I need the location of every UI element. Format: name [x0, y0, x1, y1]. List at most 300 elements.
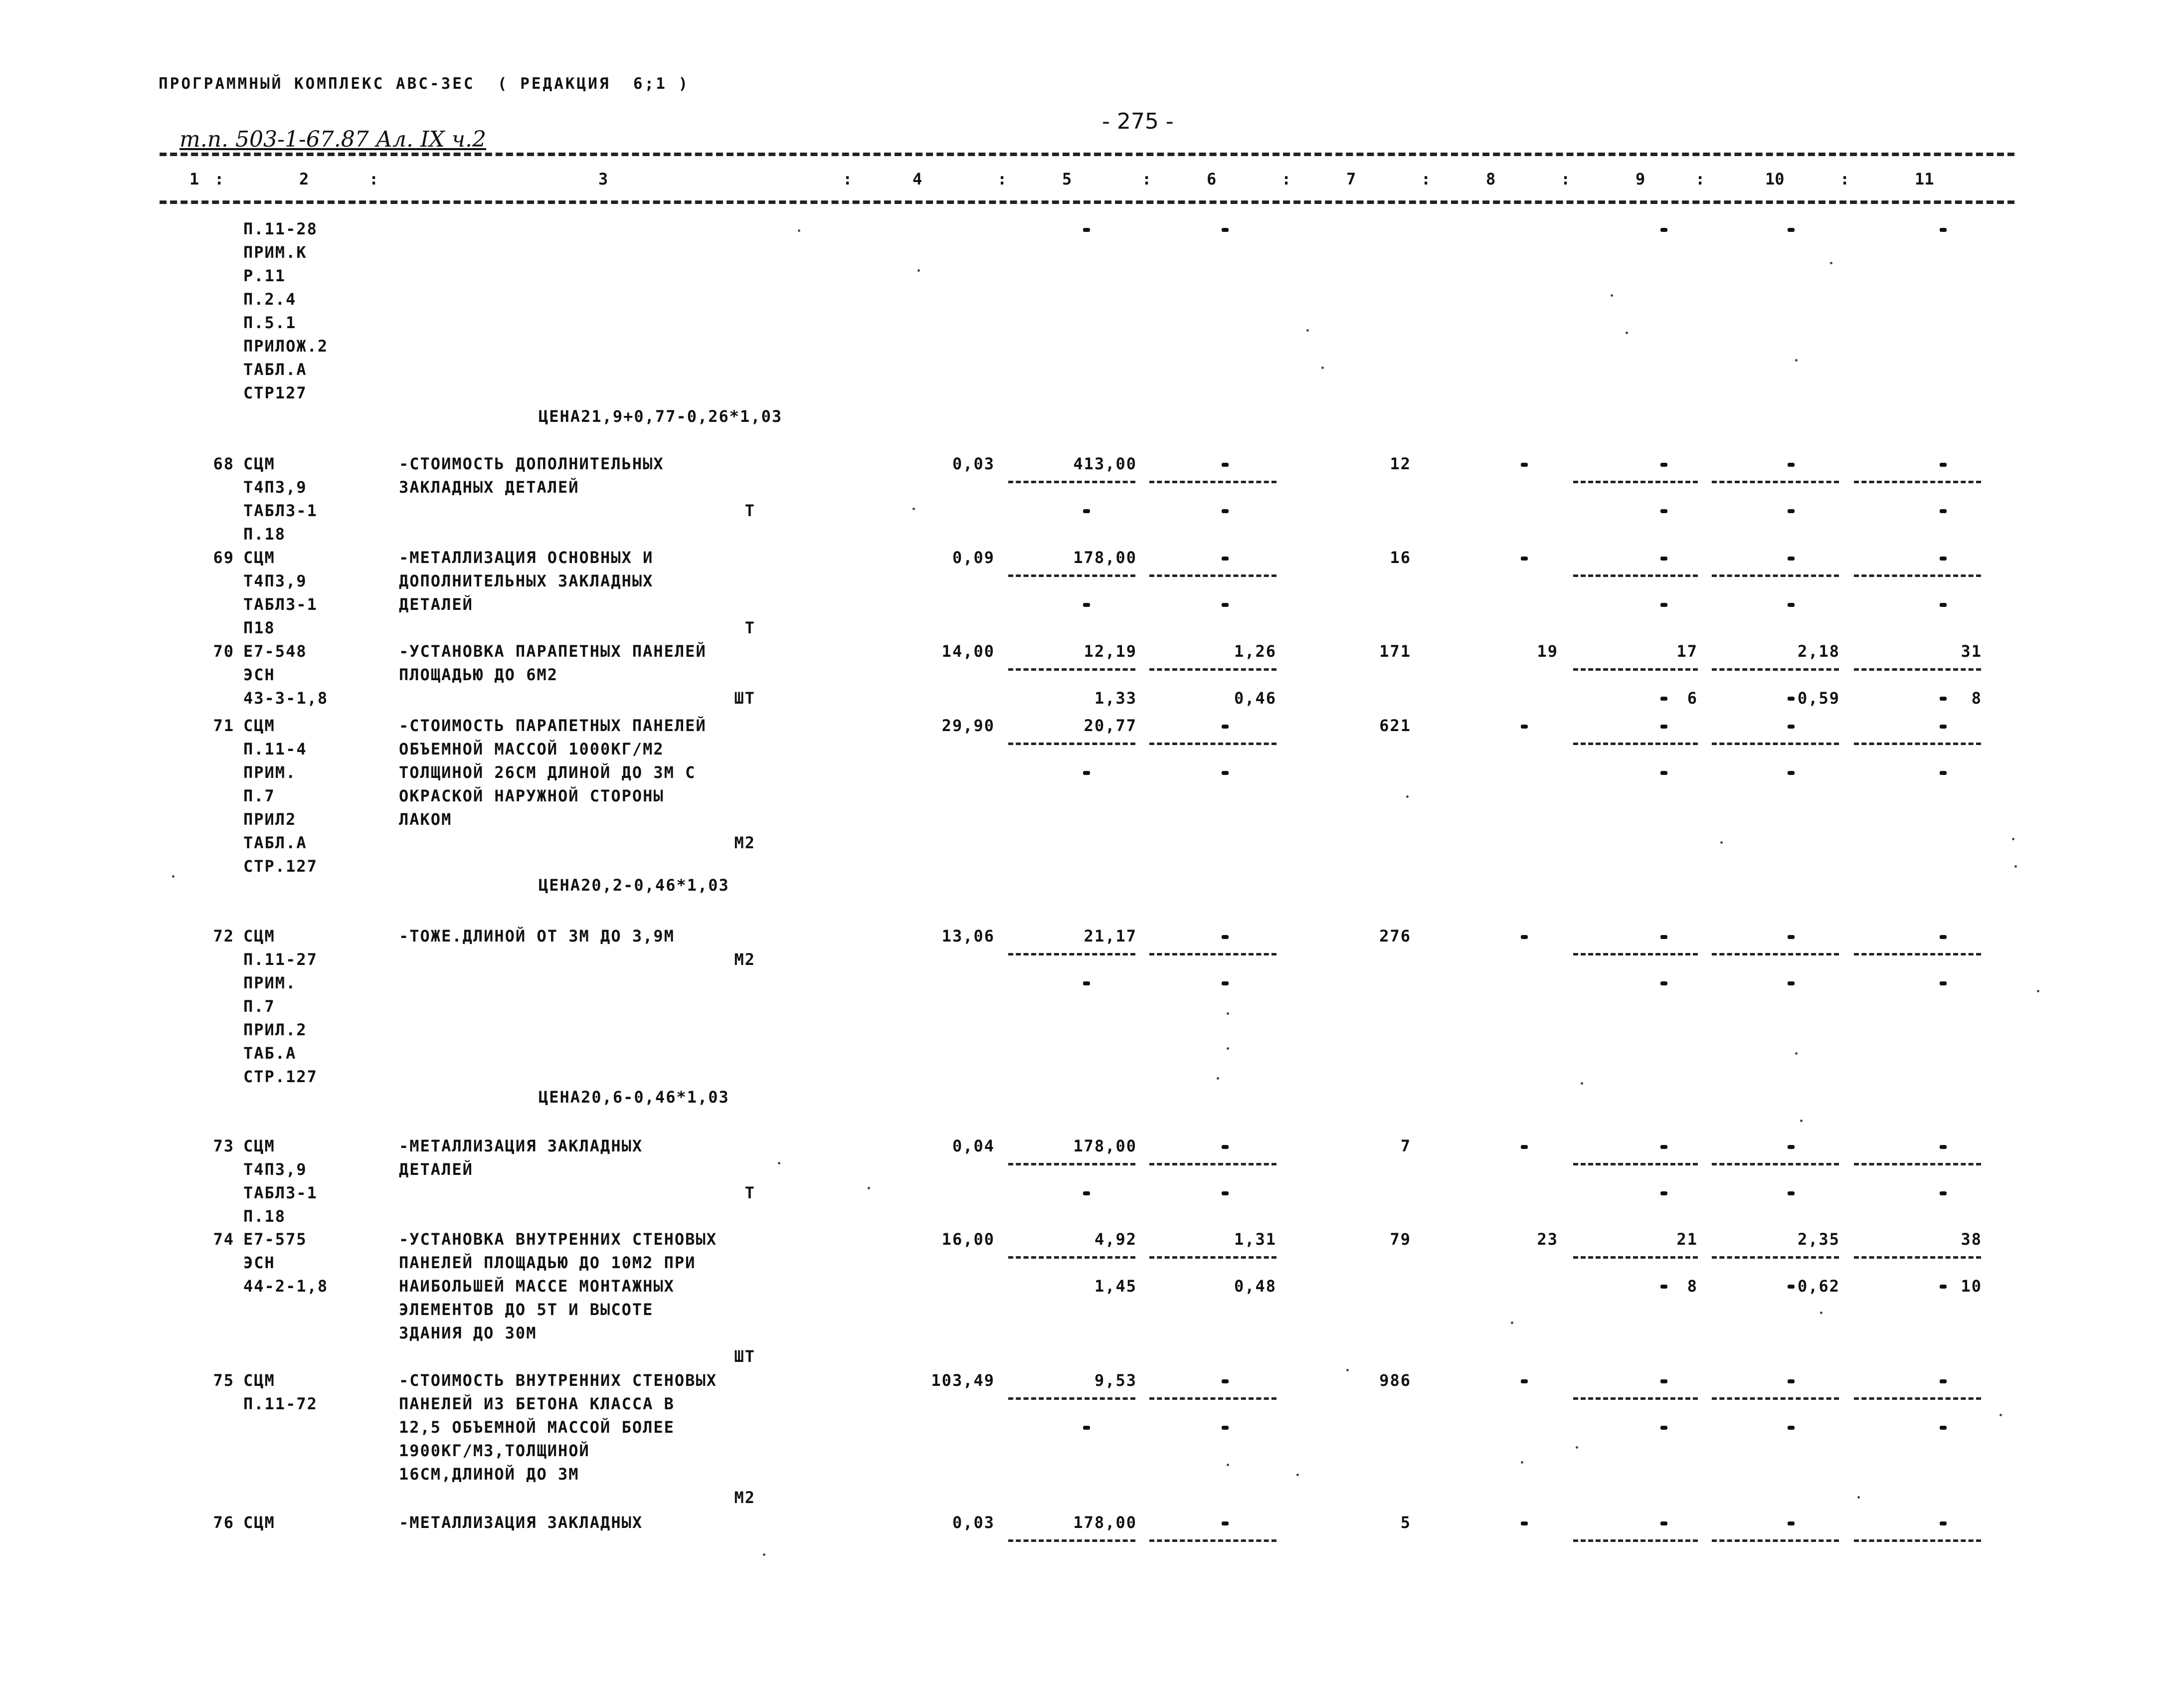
- empty-cell-mark: [1660, 981, 1667, 985]
- empty-cell-mark: [1660, 697, 1667, 701]
- cell-divider-line: [1008, 1397, 1135, 1400]
- unit-of-measure: ШТ: [734, 1347, 755, 1366]
- empty-cell-mark: [1940, 1191, 1947, 1195]
- empty-cell-mark: [1660, 771, 1667, 775]
- empty-cell-mark: [1788, 557, 1795, 561]
- cell-divider-line: [1149, 1397, 1276, 1400]
- empty-cell-mark: [1940, 1521, 1947, 1525]
- cell-c7: 79: [1390, 1230, 1411, 1249]
- cell-c11: 31: [1961, 642, 1982, 661]
- scan-speck: [1521, 1461, 1523, 1464]
- scan-speck: [2014, 865, 2017, 868]
- reference-code: 43-3-1,8: [243, 689, 329, 708]
- cell-c9_sub: 6: [1687, 689, 1698, 708]
- empty-cell-mark: [1788, 697, 1795, 701]
- cell-c6: 1,26: [1234, 642, 1276, 661]
- scan-speck: [1511, 1322, 1513, 1324]
- work-description: ТОЛЩИНОЙ 26СМ ДЛИНОЙ ДО 3М С: [399, 763, 696, 782]
- cell-c7: 276: [1379, 927, 1411, 946]
- cell-c11_sub: 10: [1961, 1277, 1982, 1296]
- scan-speck: [1830, 262, 1832, 264]
- empty-cell-mark: [1521, 935, 1528, 939]
- scan-speck: [172, 875, 175, 878]
- reference-code: СЦМ: [243, 1137, 275, 1155]
- cell-divider-line: [1008, 574, 1135, 577]
- empty-cell-mark: [1660, 1426, 1667, 1430]
- empty-cell-mark: [1940, 725, 1947, 729]
- cell-divider-line: [1854, 481, 1981, 483]
- cell-c7: 986: [1379, 1371, 1411, 1390]
- cell-price_sub: 1,45: [1094, 1277, 1137, 1296]
- cell-divider-line: [1712, 574, 1839, 577]
- cell-c7: 171: [1379, 642, 1411, 661]
- cell-qty: 14,00: [941, 642, 995, 661]
- cell-divider-line: [1008, 743, 1135, 745]
- work-description: ДЕТАЛЕЙ: [399, 595, 473, 614]
- empty-cell-mark: [1660, 1521, 1667, 1525]
- reference-code: П.11-27: [243, 950, 318, 969]
- empty-cell-mark: [1521, 557, 1528, 561]
- empty-cell-mark: [1788, 771, 1795, 775]
- scan-speck: [1227, 1012, 1229, 1015]
- cell-c11_sub: 8: [1971, 689, 1982, 708]
- unit-of-measure: Т: [744, 618, 755, 637]
- work-description: ЭЛЕМЕНТОВ ДО 5Т И ВЫСОТЕ: [399, 1300, 654, 1319]
- cell-divider-line: [1854, 1539, 1981, 1542]
- reference-code: ТАБЛ.А: [243, 360, 307, 379]
- empty-cell-mark: [1788, 463, 1795, 467]
- header-separator: [160, 200, 2014, 204]
- scan-speck: [1720, 841, 1723, 844]
- reference-code: Е7-548: [243, 642, 307, 661]
- cell-c9: 17: [1676, 642, 1698, 661]
- unit-of-measure: ШТ: [734, 689, 755, 708]
- scan-speck: [1795, 1052, 1798, 1055]
- empty-cell-mark: [1083, 228, 1090, 232]
- cell-divider-line: [1149, 1163, 1276, 1165]
- empty-cell-mark: [1940, 771, 1947, 775]
- reference-code: ТАБЛ3-1: [243, 501, 318, 520]
- cell-c7: 16: [1390, 548, 1411, 567]
- empty-cell-mark: [1788, 1145, 1795, 1149]
- work-description: ПАНЕЛЕЙ ИЗ БЕТОНА КЛАССА В: [399, 1394, 675, 1413]
- work-description: 12,5 ОБЪЕМНОЙ МАССОЙ БОЛЕЕ: [399, 1418, 675, 1437]
- empty-cell-mark: [1222, 1145, 1229, 1149]
- empty-cell-mark: [1660, 603, 1667, 607]
- empty-cell-mark: [1521, 1145, 1528, 1149]
- cell-divider-line: [1573, 1256, 1698, 1259]
- cell-c7: 5: [1400, 1513, 1411, 1532]
- unit-of-measure: М2: [734, 833, 755, 852]
- empty-cell-mark: [1521, 463, 1528, 467]
- column-header: 3: [598, 170, 608, 189]
- cell-c10: 2,18: [1797, 642, 1840, 661]
- reference-code: ЭСН: [243, 665, 275, 684]
- empty-cell-mark: [1222, 771, 1229, 775]
- scan-speck: [1800, 1120, 1803, 1122]
- reference-code: ЭСН: [243, 1253, 275, 1272]
- cell-divider-line: [1854, 1397, 1981, 1400]
- work-description: -СТОИМОСТЬ ДОПОЛНИТЕЛЬНЫХ: [399, 454, 664, 473]
- column-header: 6: [1207, 170, 1217, 189]
- row-number: 74: [213, 1230, 234, 1249]
- reference-code: ТАБ.А: [243, 1044, 297, 1063]
- cell-c7: 7: [1400, 1137, 1411, 1155]
- reference-code: ТАБЛ.А: [243, 833, 307, 852]
- reference-code: ПРИМ.: [243, 763, 297, 782]
- reference-code: Р.11: [243, 266, 286, 285]
- reference-code: П.18: [243, 525, 286, 544]
- empty-cell-mark: [1083, 771, 1090, 775]
- document-code: т.п. 503-1-67.87 Ал. IX ч.2: [180, 127, 487, 152]
- reference-code: ПРИЛ2: [243, 810, 297, 829]
- scan-speck: [1576, 1446, 1578, 1449]
- work-description: ЗАКЛАДНЫХ ДЕТАЛЕЙ: [399, 478, 579, 497]
- work-description: -МЕТАЛЛИЗАЦИЯ ЗАКЛАДНЫХ: [399, 1137, 643, 1155]
- row-number: 73: [213, 1137, 234, 1155]
- cell-divider-line: [1149, 953, 1276, 955]
- empty-cell-mark: [1940, 509, 1947, 513]
- cell-divider-line: [1573, 1163, 1698, 1165]
- row-number: 68: [213, 454, 234, 473]
- cell-divider-line: [1712, 743, 1839, 745]
- empty-cell-mark: [1222, 1379, 1229, 1383]
- empty-cell-mark: [1788, 1379, 1795, 1383]
- cell-divider-line: [1573, 743, 1698, 745]
- empty-cell-mark: [1660, 557, 1667, 561]
- empty-cell-mark: [1788, 981, 1795, 985]
- unit-of-measure: Т: [744, 1183, 755, 1202]
- reference-code: П.11-4: [243, 740, 307, 759]
- scan-speck: [1296, 1474, 1299, 1476]
- reference-code: ПРИЛ.2: [243, 1020, 307, 1039]
- scan-speck: [1406, 795, 1409, 798]
- empty-cell-mark: [1222, 603, 1229, 607]
- cell-c10: 2,35: [1797, 1230, 1840, 1249]
- empty-cell-mark: [1222, 1521, 1229, 1525]
- cell-price: 178,00: [1073, 548, 1137, 567]
- work-description: -СТОИМОСТЬ ВНУТРЕННИХ СТЕНОВЫХ: [399, 1371, 717, 1390]
- unit-of-measure: М2: [734, 1488, 755, 1507]
- column-header: 2: [299, 170, 309, 189]
- reference-code: СТР.127: [243, 1067, 318, 1086]
- empty-cell-mark: [1660, 935, 1667, 939]
- cell-price: 413,00: [1073, 454, 1137, 473]
- reference-code: СЦМ: [243, 1371, 275, 1390]
- reference-code: СТР.127: [243, 857, 318, 876]
- empty-cell-mark: [1788, 725, 1795, 729]
- cell-divider-line: [1712, 1397, 1839, 1400]
- cell-price: 4,92: [1094, 1230, 1137, 1249]
- unit-of-measure: Т: [744, 501, 755, 520]
- empty-cell-mark: [1521, 1521, 1528, 1525]
- reference-code: П.11-28: [243, 219, 318, 238]
- reference-code: Т4П3,9: [243, 571, 307, 590]
- empty-cell-mark: [1222, 1191, 1229, 1195]
- empty-cell-mark: [1940, 463, 1947, 467]
- cell-divider-line: [1854, 1163, 1981, 1165]
- row-number: 70: [213, 642, 234, 661]
- work-description: НАИБОЛЬШЕЙ МАССЕ МОНТАЖНЫХ: [399, 1277, 675, 1296]
- cell-qty: 16,00: [941, 1230, 995, 1249]
- reference-code: ТАБЛ3-1: [243, 595, 318, 614]
- cell-divider-line: [1573, 953, 1698, 955]
- column-header: 4: [912, 170, 922, 189]
- cell-c9_sub: 8: [1687, 1277, 1698, 1296]
- cell-qty: 0,03: [952, 454, 995, 473]
- scan-speck: [1999, 1414, 2002, 1416]
- cell-divider-line: [1008, 481, 1135, 483]
- empty-cell-mark: [1083, 509, 1090, 513]
- reference-code: П.18: [243, 1207, 286, 1226]
- price-formula: ЦЕНА20,6-0,46*1,03: [539, 1088, 729, 1107]
- scan-speck: [917, 269, 920, 272]
- cell-divider-line: [1712, 953, 1839, 955]
- cell-divider-line: [1712, 1256, 1839, 1259]
- cell-divider-line: [1008, 1256, 1135, 1259]
- empty-cell-mark: [1083, 981, 1090, 985]
- empty-cell-mark: [1788, 1285, 1795, 1289]
- cell-qty: 0,03: [952, 1513, 995, 1532]
- empty-cell-mark: [1788, 228, 1795, 232]
- work-description: -МЕТАЛЛИЗАЦИЯ ОСНОВНЫХ И: [399, 548, 654, 567]
- reference-code: СЦМ: [243, 1513, 275, 1532]
- reference-code: Т4П3,9: [243, 1160, 307, 1179]
- empty-cell-mark: [1940, 228, 1947, 232]
- program-header: ПРОГРАММНЫЙ КОМПЛЕКС АВС-ЗЕС ( РЕДАКЦИЯ 6;1 ): [159, 75, 690, 93]
- empty-cell-mark: [1222, 509, 1229, 513]
- empty-cell-mark: [1940, 981, 1947, 985]
- empty-cell-mark: [1222, 935, 1229, 939]
- row-number: 69: [213, 548, 234, 567]
- cell-divider-line: [1008, 1539, 1135, 1542]
- cell-divider-line: [1149, 574, 1276, 577]
- scan-speck: [798, 229, 800, 232]
- cell-divider-line: [1712, 668, 1839, 671]
- work-description: 1900КГ/М3,ТОЛЩИНОЙ: [399, 1441, 590, 1460]
- work-description: ОБЪЕМНОЙ МАССОЙ 1000КГ/М2: [399, 740, 664, 759]
- price-formula: ЦЕНА20,2-0,46*1,03: [539, 876, 729, 895]
- cell-divider-line: [1854, 953, 1981, 955]
- cell-divider-line: [1008, 953, 1135, 955]
- empty-cell-mark: [1222, 557, 1229, 561]
- reference-code: ПРИМ.: [243, 973, 297, 992]
- reference-code: П.7: [243, 786, 275, 805]
- cell-divider-line: [1149, 481, 1276, 483]
- empty-cell-mark: [1940, 1426, 1947, 1430]
- cell-price: 9,53: [1094, 1371, 1137, 1390]
- empty-cell-mark: [1521, 725, 1528, 729]
- work-description: -МЕТАЛЛИЗАЦИЯ ЗАКЛАДНЫХ: [399, 1513, 643, 1532]
- cell-divider-line: [1149, 668, 1276, 671]
- cell-divider-line: [1573, 481, 1698, 483]
- work-description: 16СМ,ДЛИНОЙ ДО 3М: [399, 1465, 579, 1484]
- row-number: 71: [213, 716, 234, 735]
- reference-code: СЦМ: [243, 927, 275, 946]
- empty-cell-mark: [1940, 697, 1947, 701]
- work-description: ПЛОЩАДЬЮ ДО 6М2: [399, 665, 558, 684]
- column-header: 1: [189, 170, 199, 189]
- scan-speck: [1820, 1312, 1822, 1314]
- cell-price: 20,77: [1084, 716, 1137, 735]
- cell-qty: 0,09: [952, 548, 995, 567]
- cell-price_sub: 1,33: [1094, 689, 1137, 708]
- row-number: 72: [213, 927, 234, 946]
- empty-cell-mark: [1222, 725, 1229, 729]
- cell-divider-line: [1712, 481, 1839, 483]
- work-description: -УСТАНОВКА ПАРАПЕТНЫХ ПАНЕЛЕЙ: [399, 642, 707, 661]
- empty-cell-mark: [1940, 603, 1947, 607]
- work-description: ЛАКОМ: [399, 810, 452, 829]
- empty-cell-mark: [1940, 1285, 1947, 1289]
- empty-cell-mark: [1940, 1379, 1947, 1383]
- price-formula: ЦЕНА21,9+0,77-0,26*1,03: [539, 407, 783, 426]
- reference-code: П.7: [243, 997, 275, 1016]
- cell-c10_sub: 0,62: [1797, 1277, 1840, 1296]
- cell-c10_sub: 0,59: [1797, 689, 1840, 708]
- empty-cell-mark: [1222, 463, 1229, 467]
- cell-divider-line: [1149, 1256, 1276, 1259]
- empty-cell-mark: [1222, 1426, 1229, 1430]
- cell-divider-line: [1008, 1163, 1135, 1165]
- reference-code: Т4П3,9: [243, 478, 307, 497]
- cell-c7: 621: [1379, 716, 1411, 735]
- work-description: -СТОИМОСТЬ ПАРАПЕТНЫХ ПАНЕЛЕЙ: [399, 716, 707, 735]
- scan-speck: [1346, 1369, 1349, 1371]
- empty-cell-mark: [1788, 1521, 1795, 1525]
- cell-price: 21,17: [1084, 927, 1137, 946]
- cell-divider-line: [1573, 1539, 1698, 1542]
- cell-divider-line: [1854, 668, 1981, 671]
- work-description: ПАНЕЛЕЙ ПЛОЩАДЬЮ ДО 10М2 ПРИ: [399, 1253, 696, 1272]
- page-number: - 275 -: [1102, 109, 1174, 134]
- reference-code: П.5.1: [243, 313, 297, 332]
- scan-speck: [1611, 294, 1613, 297]
- empty-cell-mark: [1940, 1145, 1947, 1149]
- cell-divider-line: [1573, 668, 1698, 671]
- row-number: 75: [213, 1371, 234, 1390]
- work-description: ДОПОЛНИТЕЛЬНЫХ ЗАКЛАДНЫХ: [399, 571, 654, 590]
- column-header: 7: [1346, 170, 1356, 189]
- column-header: 8: [1486, 170, 1496, 189]
- column-header: 9: [1635, 170, 1645, 189]
- work-description: ОКРАСКОЙ НАРУЖНОЙ СТОРОНЫ: [399, 786, 664, 805]
- cell-c7: 12: [1390, 454, 1411, 473]
- column-header: 5: [1062, 170, 1072, 189]
- cell-price: 178,00: [1073, 1513, 1137, 1532]
- scan-speck: [912, 508, 915, 510]
- cell-divider-line: [1854, 743, 1981, 745]
- scan-speck: [868, 1187, 870, 1189]
- cell-price: 12,19: [1084, 642, 1137, 661]
- reference-code: П.11-72: [243, 1394, 318, 1413]
- empty-cell-mark: [1222, 981, 1229, 985]
- empty-cell-mark: [1940, 935, 1947, 939]
- empty-cell-mark: [1521, 1379, 1528, 1383]
- scan-speck: [1306, 329, 1309, 332]
- cell-qty: 0,04: [952, 1137, 995, 1155]
- reference-code: 44-2-1,8: [243, 1277, 329, 1296]
- cell-divider-line: [1573, 1397, 1698, 1400]
- scan-speck: [1217, 1077, 1219, 1080]
- reference-code: П.2.4: [243, 290, 297, 309]
- scan-speck: [1321, 367, 1324, 369]
- empty-cell-mark: [1940, 557, 1947, 561]
- unit-of-measure: М2: [734, 950, 755, 969]
- scan-speck: [1795, 359, 1798, 362]
- reference-code: СТР127: [243, 383, 307, 402]
- reference-code: СЦМ: [243, 454, 275, 473]
- cell-divider-line: [1149, 1539, 1276, 1542]
- cell-c8: 23: [1537, 1230, 1558, 1249]
- empty-cell-mark: [1788, 1426, 1795, 1430]
- column-header: 10: [1765, 170, 1785, 189]
- cell-divider-line: [1149, 743, 1276, 745]
- scan-speck: [1857, 1496, 1860, 1499]
- cell-divider-line: [1008, 668, 1135, 671]
- empty-cell-mark: [1660, 725, 1667, 729]
- reference-code: ТАБЛ3-1: [243, 1183, 318, 1202]
- reference-code: СЦМ: [243, 548, 275, 567]
- empty-cell-mark: [1222, 228, 1229, 232]
- cell-divider-line: [1712, 1163, 1839, 1165]
- cell-c6_sub: 0,46: [1234, 689, 1276, 708]
- empty-cell-mark: [1788, 935, 1795, 939]
- empty-cell-mark: [1660, 509, 1667, 513]
- work-description: -УСТАНОВКА ВНУТРЕННИХ СТЕНОВЫХ: [399, 1230, 717, 1249]
- cell-c8: 19: [1537, 642, 1558, 661]
- work-description: ЗДАНИЯ ДО 30М: [399, 1324, 537, 1342]
- scan-speck: [763, 1553, 765, 1556]
- reference-code: П18: [243, 618, 275, 637]
- empty-cell-mark: [1788, 509, 1795, 513]
- cell-qty: 13,06: [941, 927, 995, 946]
- reference-code: ПРИЛОЖ.2: [243, 337, 329, 356]
- scan-speck: [2037, 990, 2039, 992]
- empty-cell-mark: [1083, 1191, 1090, 1195]
- row-number: 76: [213, 1513, 234, 1532]
- empty-cell-mark: [1660, 1379, 1667, 1383]
- work-description: ДЕТАЛЕЙ: [399, 1160, 473, 1179]
- cell-divider-line: [1854, 1256, 1981, 1259]
- table-top-separator: [160, 153, 2014, 156]
- cell-price: 178,00: [1073, 1137, 1137, 1155]
- empty-cell-mark: [1083, 1426, 1090, 1430]
- reference-code: ПРИМ.К: [243, 243, 307, 262]
- cell-qty: 29,90: [941, 716, 995, 735]
- empty-cell-mark: [1660, 228, 1667, 232]
- column-header: 11: [1915, 170, 1934, 189]
- reference-code: СЦМ: [243, 716, 275, 735]
- cell-c9: 21: [1676, 1230, 1698, 1249]
- reference-code: Е7-575: [243, 1230, 307, 1249]
- empty-cell-mark: [1660, 1285, 1667, 1289]
- cell-qty: 103,49: [931, 1371, 995, 1390]
- cell-c6: 1,31: [1234, 1230, 1276, 1249]
- empty-cell-mark: [1660, 463, 1667, 467]
- empty-cell-mark: [1788, 1191, 1795, 1195]
- cell-divider-line: [1712, 1539, 1839, 1542]
- scan-speck: [1227, 1047, 1229, 1050]
- scan-speck: [1626, 332, 1628, 334]
- empty-cell-mark: [1660, 1145, 1667, 1149]
- empty-cell-mark: [1083, 603, 1090, 607]
- scan-speck: [1581, 1082, 1583, 1085]
- scan-speck: [2012, 838, 2014, 840]
- cell-c6_sub: 0,48: [1234, 1277, 1276, 1296]
- scan-speck: [778, 1162, 780, 1164]
- cell-divider-line: [1573, 574, 1698, 577]
